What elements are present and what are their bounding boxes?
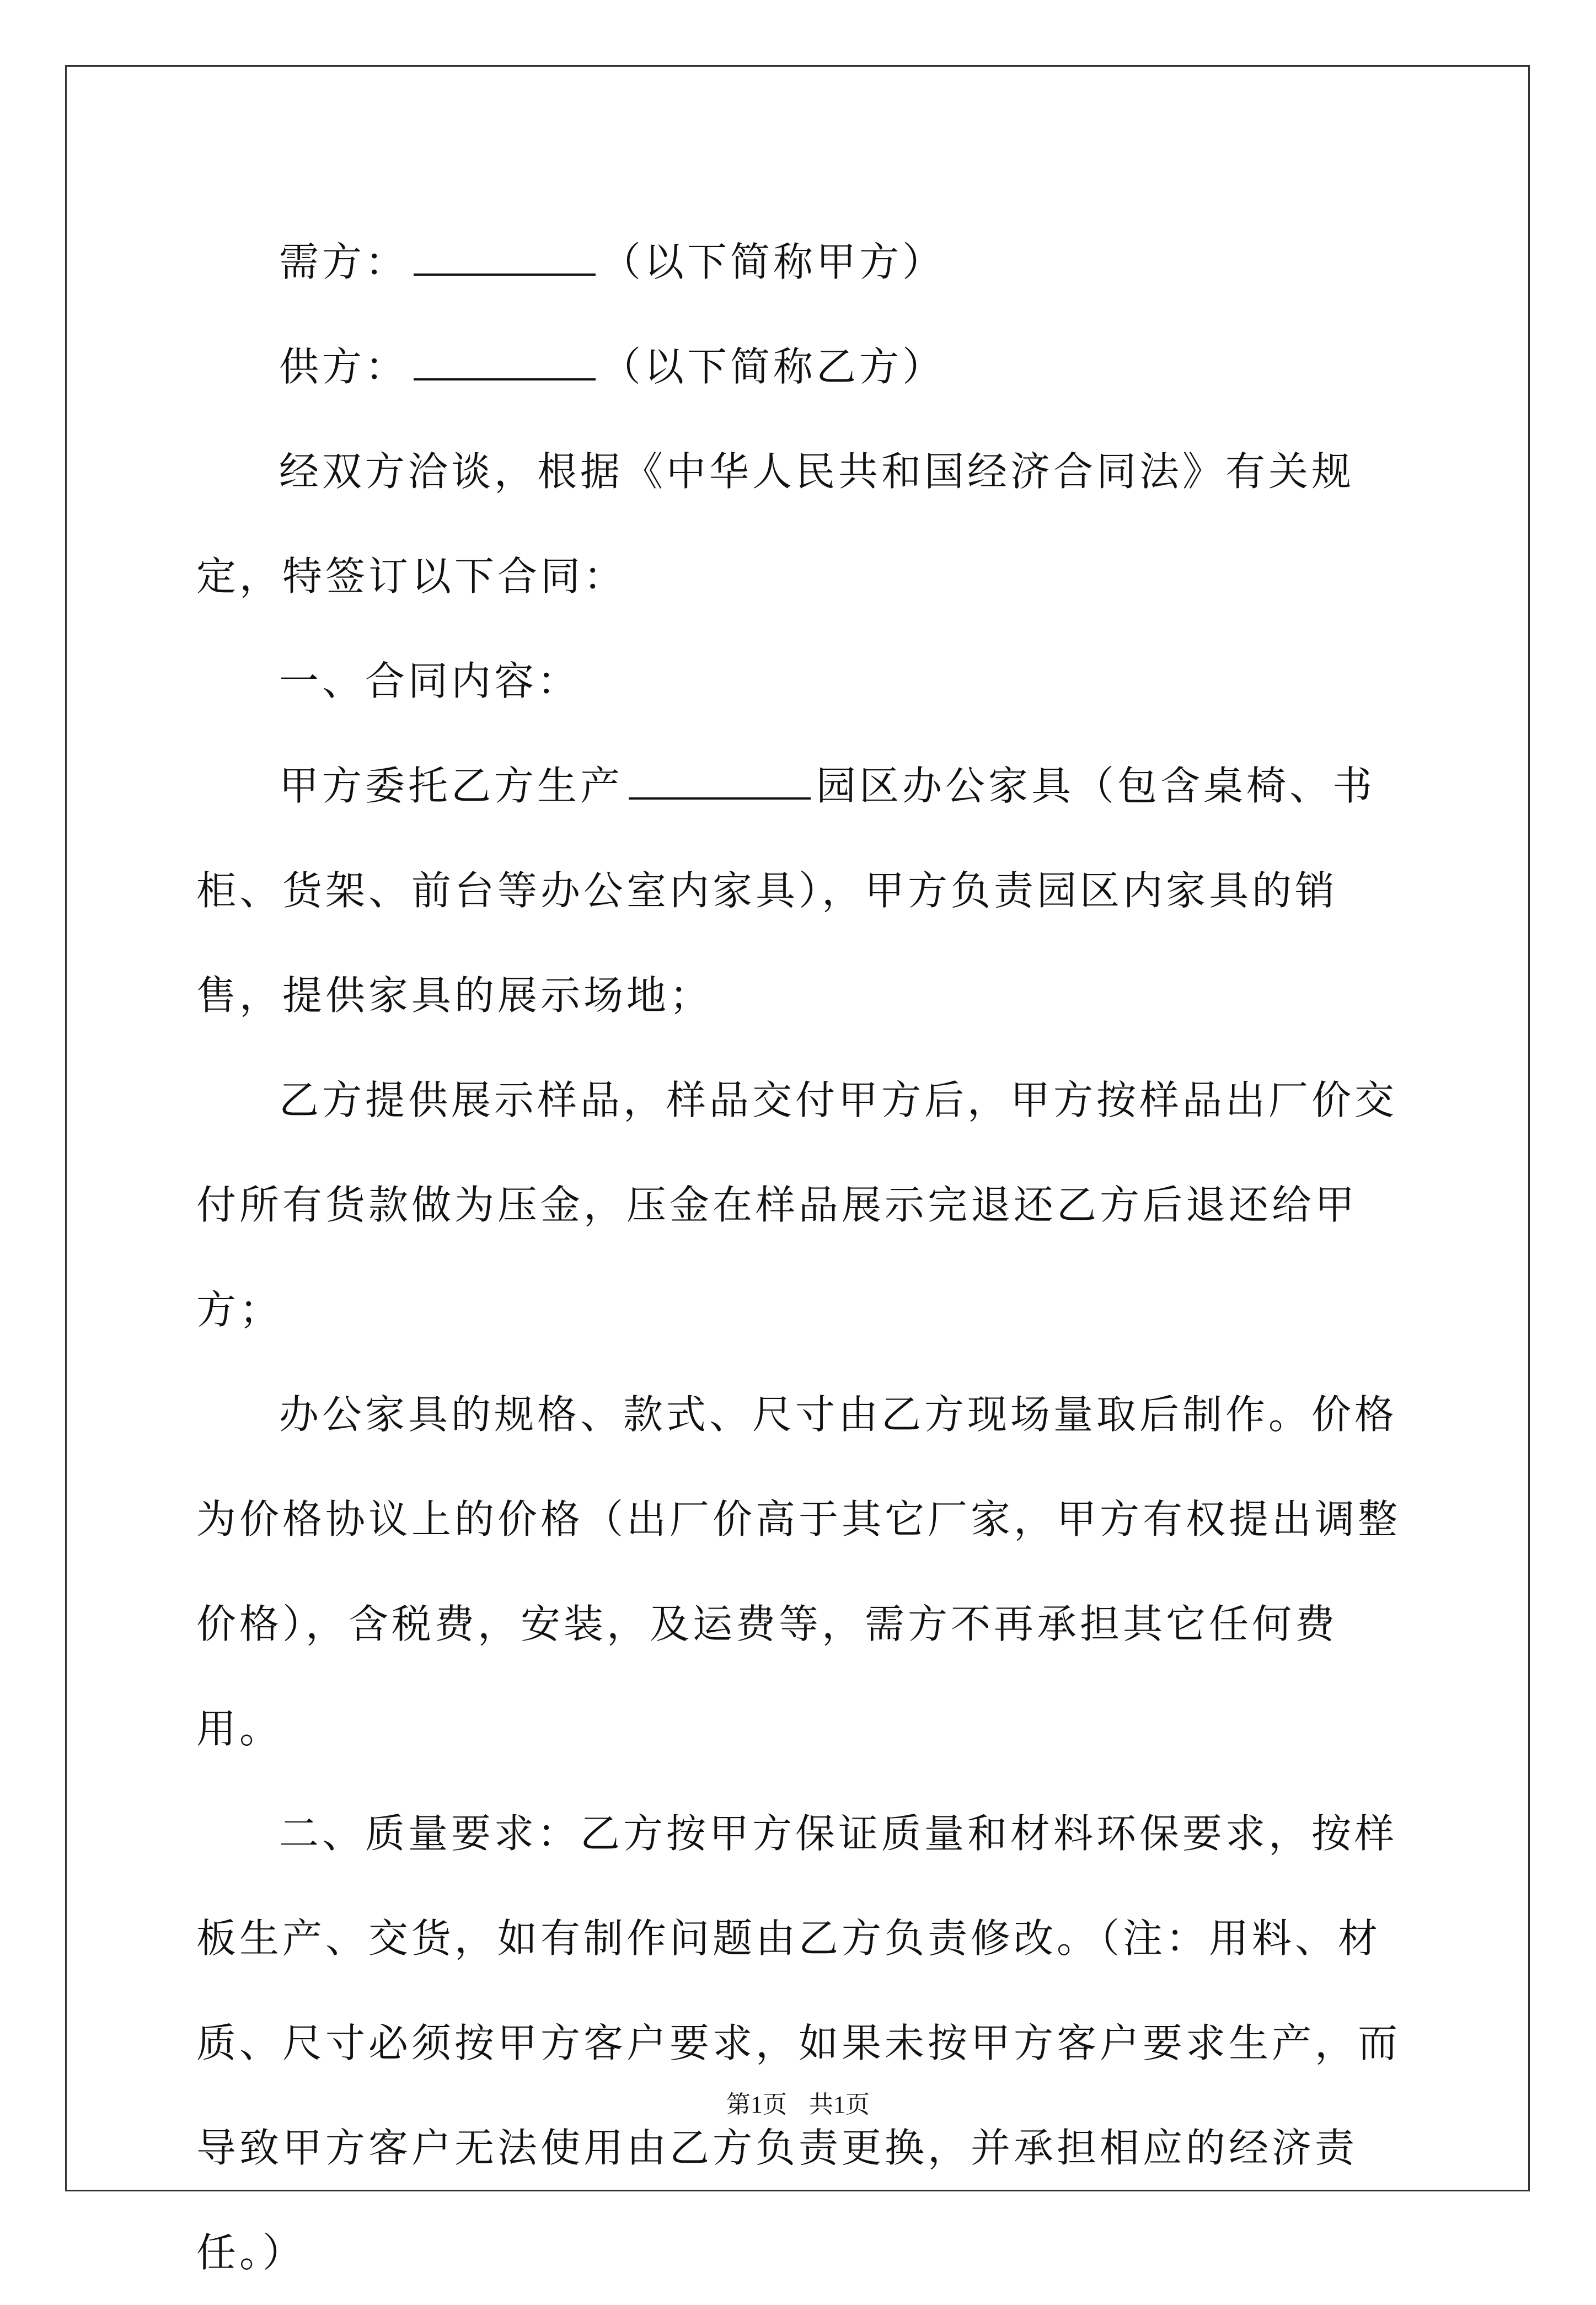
intro-paragraph: 经双方洽谈，根据《中华人民共和国经济合同法》有关规定，特签订以下合同： bbox=[196, 448, 1355, 599]
page-current: 第1页 bbox=[726, 2091, 787, 2118]
supply-party-line bbox=[196, 314, 1410, 419]
content-paragraph-3: 办公家具的规格、款式、尺寸由乙方现场量取后制作。价格为价格协议上的价格（出厂价高于其它厂家，甲方有权提出调整价格），含税费，安装，及运费等，需方不再承担其它任何费用。 bbox=[196, 1391, 1401, 1752]
content-paragraph-2: 乙方提供展示样品，样品交付甲方后，甲方按样品出厂价交付所有货款做为压金，压金在样品展示完退还乙方后退还给甲方； bbox=[196, 1077, 1398, 1333]
contract-body bbox=[196, 210, 1410, 2305]
supply-blank bbox=[414, 346, 596, 380]
demand-label: 需方： bbox=[279, 239, 409, 285]
section-1-title: 一、合同内容： bbox=[279, 658, 581, 704]
p1-before-blank: 甲方委托乙方生产 bbox=[279, 763, 624, 809]
supply-suffix: （以下简称乙方） bbox=[601, 344, 946, 390]
content-paragraph-1 bbox=[196, 733, 1410, 1048]
park-blank bbox=[629, 765, 811, 800]
demand-blank bbox=[414, 242, 596, 276]
quality-paragraph: 二、质量要求：乙方按甲方保证质量和材料环保要求，按样板生产、交货，如有制作问题由乙方负责修改。（注：用料、材质、尺寸必须按甲方客户要求，如果未按甲方客户要求生产，而导致甲方客户无法使用由乙方负责更换，并承担相应的经济责任。） bbox=[196, 1810, 1401, 2276]
p1-after-blank: 园区办公家具（包含桌椅、书柜、货架、前台等办公室内家具），甲方负责园区内家具的销售，提供家具的展示场地； bbox=[196, 763, 1376, 1019]
supply-label: 供方： bbox=[279, 344, 409, 390]
demand-party-line bbox=[196, 210, 1410, 314]
page-footer bbox=[0, 2084, 1596, 2120]
demand-suffix: （以下简称甲方） bbox=[601, 239, 946, 285]
page-total: 共1页 bbox=[809, 2091, 870, 2118]
